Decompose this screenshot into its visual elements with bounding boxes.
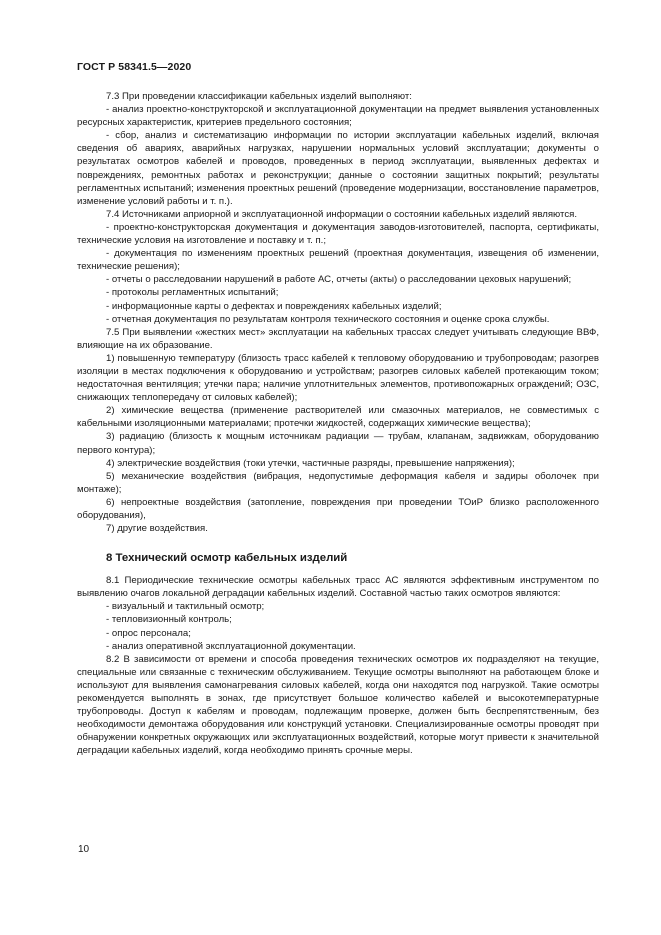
list-item: - отчетная документация по результатам контроля технического состояния и оценке срока службы.	[106, 313, 550, 325]
list-item: 1) повышенную температуру (близость трасс кабелей к тепловому оборудованию и трубопроводам; разогрев изоляции в местах подключения к оборудованию и устройствам; разогрев силовых кабелей протекающим током; недостаточная вентиляция; утечки пара; наличие уплотнительных элементов, противопожарных ограждений; ОЗС, снижающих теплопередачу от силовых кабелей);	[77, 352, 599, 404]
document-body	[77, 90, 599, 758]
list-item: - визуальный и тактильный осмотр;	[106, 601, 265, 613]
list-item: - документация по изменениям проектных решений (проектная документация, извещения об изменении, технические решения);	[77, 248, 599, 273]
list-item: - проектно-конструкторская документация и документация заводов-изготовителей, паспорта, сертификаты, технические условия на изготовление и поставку и т. п.;	[77, 221, 599, 247]
paragraph-8-1: 8.1 Периодические технические осмотры кабельных трасс АС являются эффективным инструментом по выявлению очагов локальной деградации кабельных изделий. Составной частью таких осмотров являются:	[77, 575, 599, 600]
list-item: - опрос персонала;	[106, 627, 191, 639]
paragraph-7-5: 7.5 При выявлении «жестких мест» эксплуатации на кабельных трассах следует учитывать следующие ВВФ, влияющие на их образование.	[77, 326, 599, 351]
paragraph-7-3: 7.3 При проведении классификации кабельных изделий выполняют:	[106, 91, 412, 102]
list-item: - информационные карты о дефектах и повреждениях кабельных изделий;	[106, 300, 442, 312]
list-item: 3) радиацию (близость к мощным источникам радиации — трубам, клапанам, задвижкам, оборудованию первого контура);	[77, 431, 599, 456]
page-number: 10	[78, 844, 90, 855]
list-item: - протоколы регламентных испытаний;	[106, 287, 279, 299]
paragraph-7-4: 7.4 Источниками априорной и эксплуатационной информации о состоянии кабельных изделий являются.	[106, 208, 577, 220]
document-standard-header: ГОСТ Р 58341.5—2020	[77, 61, 192, 73]
list-item: - анализ оперативной эксплуатационной документации.	[106, 640, 356, 652]
list-item: - тепловизионный контроль;	[106, 614, 232, 626]
list-item: 4) электрические воздействия (токи утечки, частичные разряды, превышение напряжения);	[106, 457, 515, 469]
list-item: 2) химические вещества (применение растворителей или смазочных материалов, не совместимых с кабельными изоляционными материалами; протечки жидкостей, содержащих химические вещества);	[77, 405, 599, 430]
paragraph-8-2: 8.2 В зависимости от времени и способа проведения технических осмотров их подразделяют на текущие, специальные или связанные с техническим обслуживанием. Текущие осмотры выполняют на работающем блоке и используют для выявления самонагревания силовых кабелей, когда они находятся под нагрузкой. Такие осмотры рекомендуется выполнять в зонах, где присутствует большое количество кабелей и высокотемпературные трубопроводы. Доступ к кабелям и проводам, подлежащим проверке, должен быть беспрепятственным, без необходимости демонтажа оборудования или конструкций установки. Специализированные осмотры проводят при обнаружении конкретных окружающих или эксплуатационных воздействий, которые могут привести к значительной деградации кабельных изделий, когда необходимо принять срочные меры.	[77, 653, 599, 757]
list-item: - сбор, анализ и систематизацию информации по истории эксплуатации кабельных изделий, включая сведения об авариях, аварийных нагрузках, нарушении нормальных условий эксплуатации; документы о результатах осмотров кабелей и проводов, проведенных в период эксплуатации, выявленных дефектах и повреждениях, ремонтных работах и реконструкции; данные о состоянии защитных покрытий; результаты регламентных испытаний; изменения проектных решений (проведение модернизации, восстановление параметров, изменение условий работы и т. п.).	[77, 130, 599, 207]
list-item: - отчеты о расследовании нарушений в работе АС, отчеты (акты) о расследовании цеховых нарушений;	[106, 274, 572, 286]
section-8-heading: 8 Технический осмотр кабельных изделий	[106, 552, 348, 565]
list-item: 7) другие воздействия.	[106, 523, 208, 535]
list-item: 6) непроектные воздействия (затопление, повреждения при проведении ТОиР близко расположенного оборудования),	[77, 496, 599, 521]
list-item: - анализ проектно-конструкторской и эксплуатационной документации на предмет выявления установленных ресурсных характеристик, критериев предельного состояния;	[77, 104, 599, 129]
list-item: 5) механические воздействия (вибрация, недопустимые деформация кабеля и задиры оболочек при монтаже);	[77, 470, 599, 495]
